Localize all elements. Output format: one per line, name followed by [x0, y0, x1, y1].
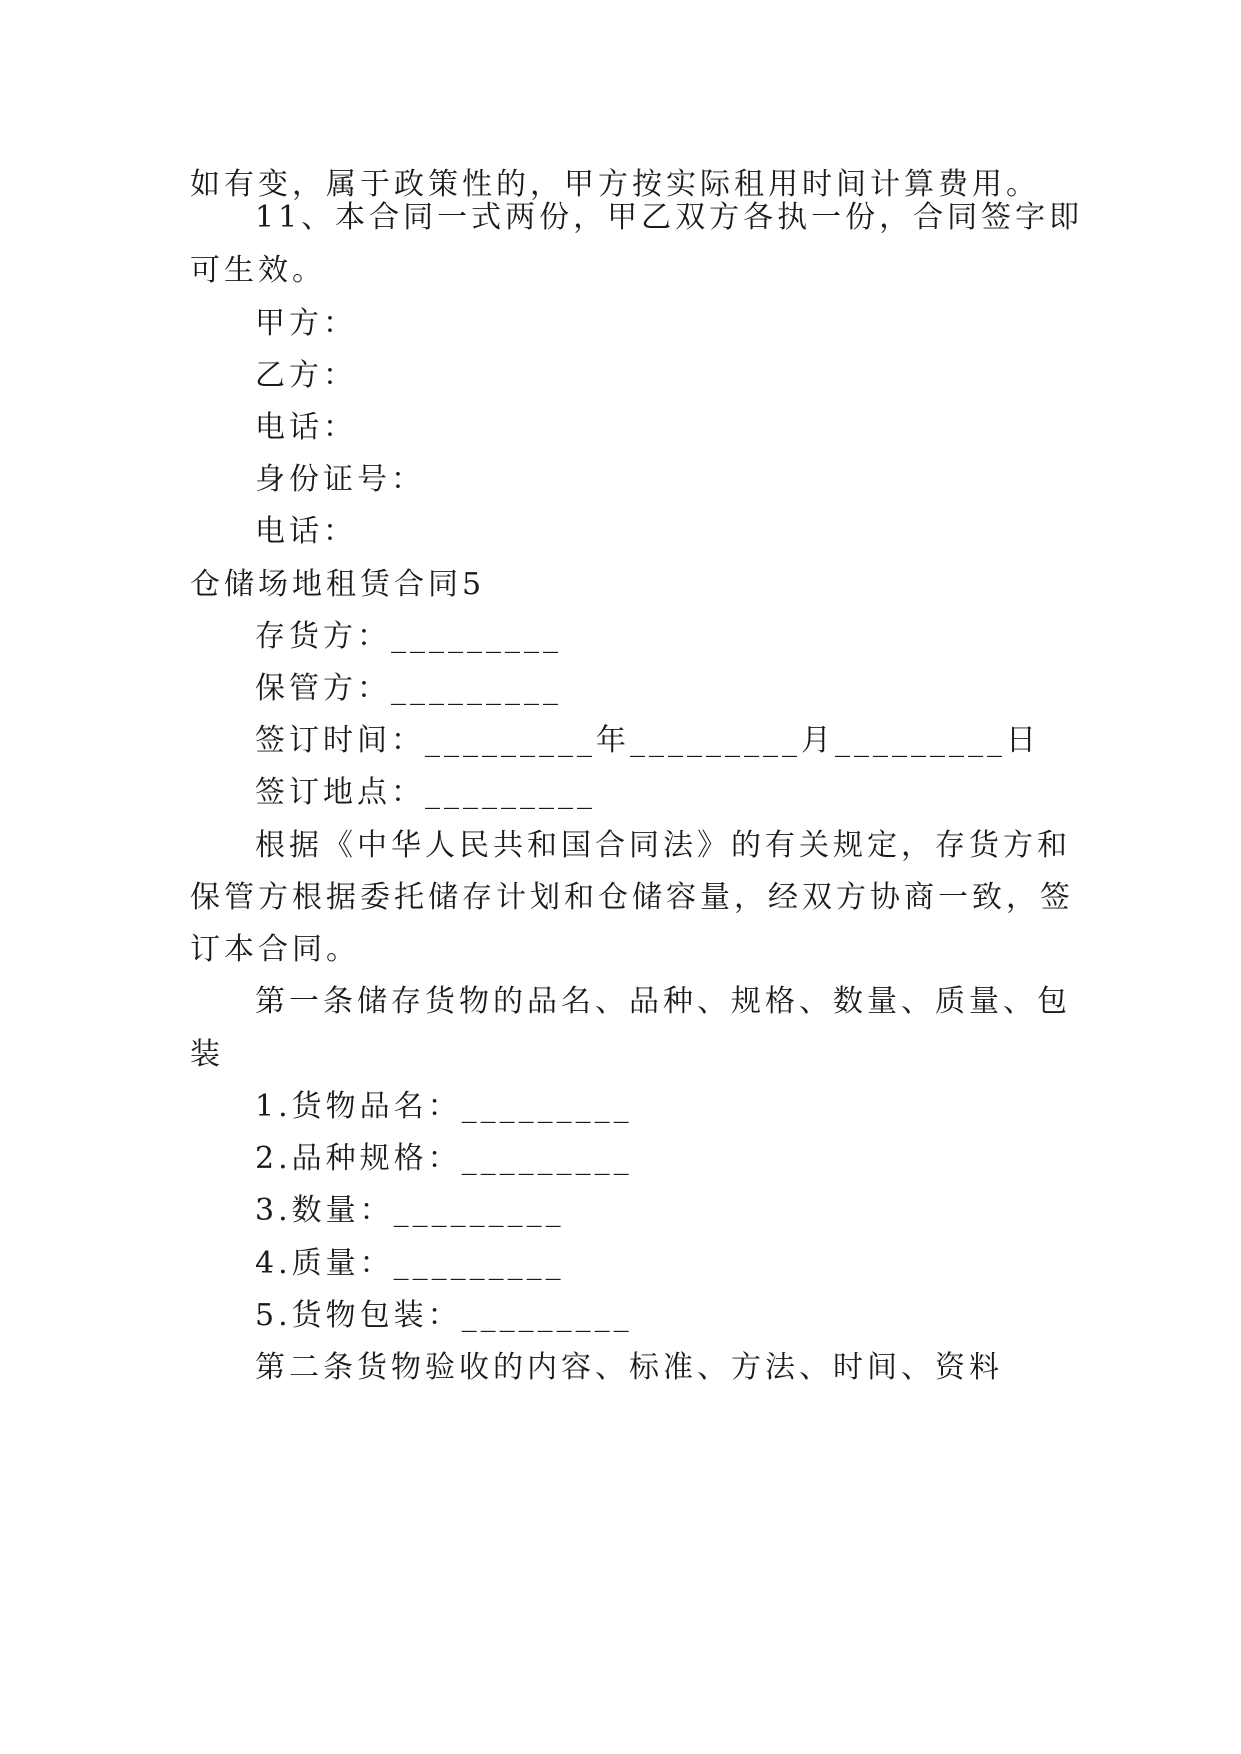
- quantity-field: 3.数量：_________: [255, 1193, 565, 1228]
- party-b-label: 乙方：: [255, 358, 357, 393]
- phone-label: 电话：: [255, 410, 357, 445]
- section-title: 仓储场地租赁合同5: [190, 567, 486, 602]
- paragraph-line: 保管方根据委托储存计划和仓储容量，经双方协商一致，签: [190, 880, 1074, 915]
- spec-field: 2.品种规格：_________: [255, 1141, 633, 1176]
- custodian-field: 保管方：_________: [255, 671, 562, 706]
- paragraph-line: 根据《中华人民共和国合同法》的有关规定，存货方和: [255, 828, 1071, 863]
- signing-date-field: 签订时间：_________年_________月_________日: [255, 723, 1040, 758]
- depositor-field: 存货方：_________: [255, 619, 562, 654]
- paragraph-line: 11、本合同一式两份，甲乙双方各执一份，合同签字即: [255, 200, 1084, 235]
- paragraph-line: 可生效。: [190, 253, 326, 288]
- quality-field: 4.质量：_________: [255, 1246, 565, 1281]
- article-heading: 第二条货物验收的内容、标准、方法、时间、资料: [255, 1350, 1003, 1385]
- signing-place-field: 签订地点：_________: [255, 775, 596, 810]
- paragraph-line: 装: [190, 1037, 224, 1072]
- party-a-label: 甲方：: [255, 306, 357, 341]
- goods-name-field: 1.货物品名：_________: [255, 1089, 633, 1124]
- phone-label: 电话：: [255, 514, 357, 549]
- article-heading: 第一条储存货物的品名、品种、规格、数量、质量、包: [255, 984, 1071, 1019]
- packaging-field: 5.货物包装：_________: [255, 1298, 633, 1333]
- paragraph-line: 如有变，属于政策性的，甲方按实际租用时间计算费用。: [190, 167, 1040, 202]
- paragraph-line: 订本合同。: [190, 932, 360, 967]
- id-number-label: 身份证号：: [255, 462, 425, 497]
